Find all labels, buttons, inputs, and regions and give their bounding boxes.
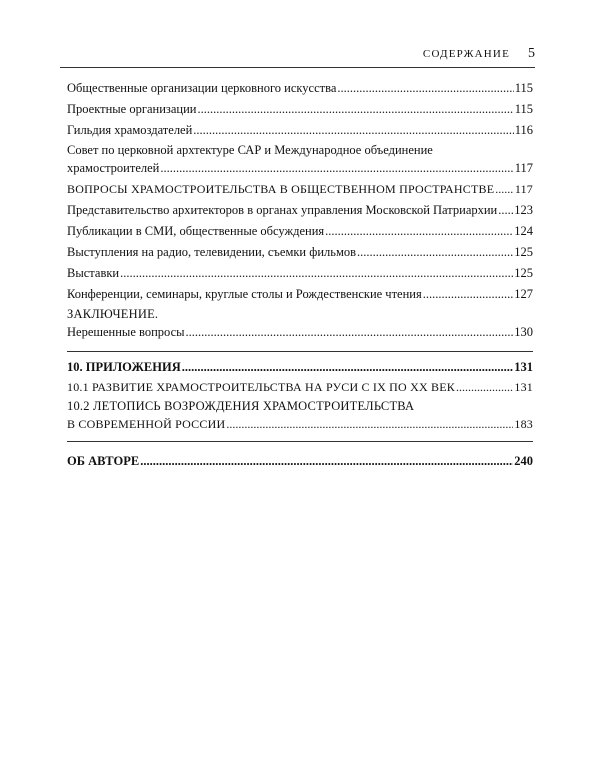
- toc-entry-page: 125: [514, 266, 533, 280]
- toc-entry-page: 117: [514, 182, 533, 196]
- toc-entry-label: Публикации в СМИ, общественные обсуждения: [67, 224, 325, 238]
- toc-entry-page: 130: [514, 325, 533, 339]
- toc-entry-label: В СОВРЕМЕННОЙ РОССИИ: [67, 417, 226, 431]
- dot-leader: [325, 221, 513, 241]
- toc-entry-page: 116: [514, 123, 533, 137]
- dot-leader: [357, 242, 513, 262]
- dot-leader: [498, 200, 513, 220]
- toc-entry-line1: Совет по церковной архтектуре САР и Международное объединение: [67, 143, 433, 157]
- toc-entry: [67, 242, 533, 262]
- dot-leader: [186, 322, 514, 342]
- toc-entry-page: 183: [514, 417, 533, 431]
- page-number: 5: [528, 46, 535, 61]
- toc-entry-label: ВОПРОСЫ ХРАМОСТРОИТЕЛЬСТВА В ОБЩЕСТВЕННОМ ПРОСТРАНСТВЕ: [67, 182, 495, 196]
- dot-leader: [160, 158, 513, 178]
- running-header: [60, 46, 535, 68]
- toc-entry: [67, 284, 533, 304]
- toc-entry-page: 131: [514, 380, 533, 394]
- toc-entry-label: 10.1 РАЗВИТИЕ ХРАМОСТРОИТЕЛЬСТВА НА РУСИ С IX ПО XX ВЕК: [67, 380, 455, 394]
- toc-entry-page: 127: [514, 287, 533, 301]
- toc-entry-page: 123: [514, 203, 533, 217]
- toc-entry-multiline: [67, 143, 533, 178]
- dot-leader: [456, 377, 513, 397]
- toc-entry-label: Гильдия храмоздателей: [67, 123, 193, 137]
- dot-leader: [140, 451, 513, 471]
- toc-entry-label: Общественные организации церковного искусства: [67, 81, 337, 95]
- toc-entry-line1: ЗАКЛЮЧЕНИЕ.: [67, 307, 159, 321]
- toc-entry-label: Конференции, семинары, круглые столы и Рождественские чтения: [67, 287, 422, 301]
- toc-section-label: ОБ АВТОРЕ: [67, 454, 140, 468]
- toc-entry: [67, 99, 533, 119]
- dot-leader: [337, 78, 513, 98]
- dot-leader: [120, 263, 513, 283]
- toc-entry-page: 115: [514, 102, 533, 116]
- toc-entry-line1: 10.2 ЛЕТОПИСЬ ВОЗРОЖДЕНИЯ ХРАМОСТРОИТЕЛЬСТВА: [67, 399, 415, 413]
- header-title: СОДЕРЖАНИЕ: [422, 48, 510, 60]
- toc-entry: [67, 120, 533, 140]
- toc-entry-multiline: [67, 307, 533, 342]
- toc-entry-page: 124: [514, 224, 533, 238]
- toc-section-label: 10. ПРИЛОЖЕНИЯ: [67, 360, 181, 374]
- dot-leader: [182, 357, 514, 377]
- toc-entry: [67, 200, 533, 220]
- dot-leader: [495, 179, 514, 199]
- toc-entry-label: Проектные организации: [67, 102, 197, 116]
- section-separator: [67, 441, 533, 471]
- toc-entry: [67, 263, 533, 283]
- toc-entry-page: 115: [514, 81, 533, 95]
- dot-leader: [423, 284, 514, 304]
- toc-entry: [67, 179, 533, 199]
- table-of-contents: [67, 78, 533, 471]
- toc-entry-label: Представительство архитекторов в органах управления Московской Патриархии: [67, 203, 498, 217]
- toc-entry-label: Выставки: [67, 266, 120, 280]
- dot-leader: [193, 120, 513, 140]
- dot-leader: [197, 99, 513, 119]
- toc-section-appendix: [67, 357, 533, 377]
- toc-entry-multiline: [67, 399, 533, 434]
- toc-entry: [67, 221, 533, 241]
- toc-entry-page: 125: [514, 245, 533, 259]
- dot-leader: [226, 414, 513, 434]
- toc-entry-label: храмостроителей: [67, 161, 160, 175]
- toc-entry-page: 117: [514, 161, 533, 175]
- toc-entry: [67, 377, 533, 397]
- section-separator: [67, 351, 533, 434]
- toc-entry-label: Нерешенные вопросы: [67, 325, 185, 339]
- toc-entry: [67, 78, 533, 98]
- toc-entry-label: Выступления на радио, телевидении, съемки фильмов: [67, 245, 357, 259]
- toc-section-page: 240: [514, 454, 533, 468]
- toc-section-about: [67, 451, 533, 471]
- toc-section-page: 131: [514, 360, 533, 374]
